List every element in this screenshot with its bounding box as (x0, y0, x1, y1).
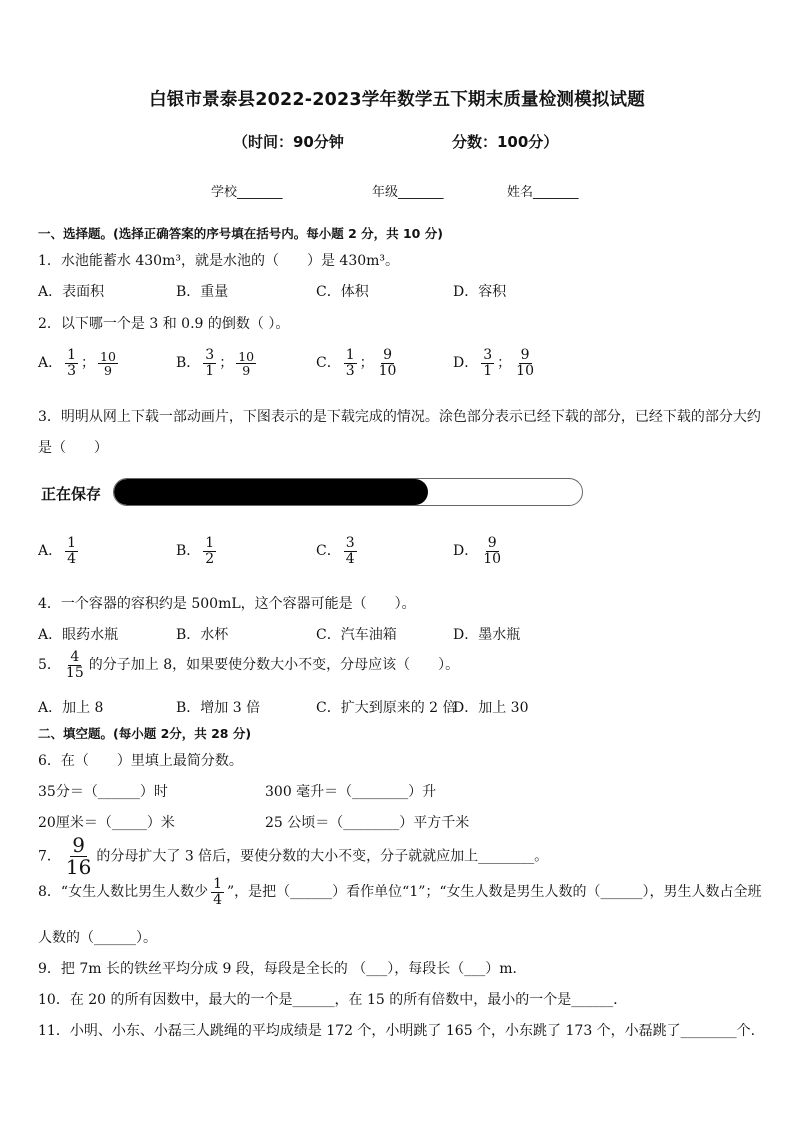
question-3-stem-line1: 3．明明从网上下载一部动画片，下图表示的是下载完成的情况。涂色部分表示已经下载的部分，已经下载的部分大约 (38, 409, 761, 425)
q1-option-a[interactable]: A．表面积 (38, 284, 105, 300)
q5-option-b[interactable]: B．增加 3 倍 (176, 700, 261, 716)
question-5-stem (38, 650, 459, 680)
fraction: $\frac{1}{4}$ (213, 876, 222, 908)
option-label: D． (453, 355, 479, 372)
question-number: 5． (38, 657, 61, 674)
q4-option-d[interactable]: D．墨水瓶 (453, 627, 521, 643)
exam-score: 分数：100分） (452, 133, 559, 151)
question-3-stem-line2: 是（ ） (38, 440, 108, 456)
question-text: ”，是把（______）看作单位“1”；“女生人数是男生人数的（______），男生人数占全班 (227, 884, 762, 901)
q4-option-c[interactable]: C．汽车油箱 (316, 627, 397, 643)
q2-option-b[interactable]: B． $\frac{3}{1}$ ； $\frac{10}{9}$ (176, 347, 255, 379)
option-label: D． (453, 543, 479, 560)
fraction: $\frac{9}{10}$ (516, 347, 534, 379)
question-7-stem (38, 835, 548, 878)
q2-option-a[interactable]: A． $\frac{1}{3}$ ； $\frac{10}{9}$ (38, 347, 116, 379)
question-2-stem: 2．以下哪一个是 3 和 0.9 的倒数（ ）。 (38, 316, 290, 332)
option-label: C． (316, 543, 341, 560)
option-label: A． (38, 543, 63, 560)
question-6-stem: 6．在（ ）里填上最简分数。 (38, 753, 243, 769)
q6-item-c[interactable]: 20厘米＝（_____）米 (38, 815, 175, 831)
fraction: $\frac{10}{9}$ (100, 348, 116, 378)
question-8-line2: 人数的（______）。 (38, 930, 157, 946)
progress-label: 正在保存 (41, 485, 102, 503)
question-number: 7． (38, 848, 61, 865)
question-text: 的分母扩大了 3 倍后，要使分数的大小不变，分子就就应加上________。 (96, 848, 549, 865)
question-4-stem: 4．一个容器的容积约是 500mL，这个容器可能是（ ）。 (38, 596, 416, 612)
fraction: $\frac{1}{3}$ (67, 347, 77, 379)
q4-option-b[interactable]: B．水杯 (176, 627, 229, 643)
option-label: B． (176, 355, 201, 372)
q5-option-a[interactable]: A．加上 8 (38, 700, 104, 716)
option-label: C． (316, 355, 341, 372)
question-text: 8．“女生人数比男生人数少 (38, 884, 209, 901)
fraction: $\frac{1}{2}$ (205, 535, 215, 567)
fraction: $\frac{9}{10}$ (378, 347, 397, 379)
q6-item-a[interactable]: 35分＝（______）时 (38, 784, 168, 800)
q2-option-d[interactable]: D． $\frac{3}{1}$ ； $\frac{9}{10}$ (453, 347, 534, 379)
download-progress-bar (113, 478, 583, 506)
fraction: $\frac{3}{1}$ (205, 347, 215, 379)
q6-item-b[interactable]: 300 毫升＝（________）升 (265, 784, 437, 800)
fraction: $\frac{3}{4}$ (345, 535, 355, 567)
exam-title: 白银市景泰县2022-2023学年数学五下期末质量检测模拟试题 (149, 90, 645, 110)
q3-option-a[interactable] (38, 536, 81, 566)
exam-time: （时间：90分钟 (233, 133, 344, 151)
question-1-stem: 1．水池能蓄水 430m³，就是水池的（ ）是 430m³。 (38, 253, 400, 269)
name-field[interactable]: 姓名_______ (507, 185, 579, 200)
section2-heading: 二、填空题。(每小题 2分，共 28 分) (38, 726, 252, 741)
fraction: $\frac{1}{3}$ (345, 347, 355, 379)
q1-option-c[interactable]: C．体积 (316, 284, 369, 300)
question-text: 的分子加上 8，如果要使分数大小不变，分母应该（ ）。 (88, 657, 460, 674)
q5-option-c[interactable]: C．扩大到原来的 2 倍 (316, 700, 457, 716)
q5-option-d[interactable]: D．加上 30 (453, 700, 529, 716)
question-8-stem (38, 877, 762, 907)
fraction: $\frac{3}{1}$ (483, 347, 493, 379)
fraction: $\frac{4}{15}$ (65, 649, 84, 681)
question-11: 11．小明、小东、小磊三人跳绳的平均成绩是 172 个，小明跳了 165 个，小东跳了 173 个，小磊跳了________个. (38, 1023, 756, 1039)
school-field[interactable]: 学校_______ (211, 185, 283, 200)
download-progress-fill (114, 479, 428, 505)
fraction: $\frac{1}{4}$ (67, 535, 77, 567)
fraction: $\frac{9}{16}$ (65, 833, 92, 879)
q3-option-c[interactable] (316, 536, 360, 566)
q4-option-a[interactable]: A．眼药水瓶 (38, 627, 119, 643)
q1-option-d[interactable]: D．容积 (453, 284, 507, 300)
q1-option-b[interactable]: B．重量 (176, 284, 229, 300)
fraction: $\frac{10}{9}$ (238, 348, 255, 378)
option-label: B． (176, 543, 201, 560)
grade-field[interactable]: 年级_______ (372, 185, 444, 200)
question-10: 10．在 20 的所有因数中，最大的一个是______，在 15 的所有倍数中，最小的一个是______． (38, 992, 628, 1008)
section1-heading: 一、选择题。(选择正确答案的序号填在括号内。每小题 2 分，共 10 分) (38, 226, 443, 241)
q3-option-b[interactable] (176, 536, 219, 566)
question-9: 9．把 7m 长的铁丝平均分成 9 段，每段是全长的 （___），每段长（___）m． (38, 961, 527, 977)
option-label: A． (38, 355, 63, 372)
fraction: $\frac{9}{10}$ (483, 535, 502, 567)
q6-item-d[interactable]: 25 公顷＝（________）平方千米 (265, 815, 470, 831)
q3-option-d[interactable] (453, 536, 506, 566)
q2-option-c[interactable]: C． $\frac{1}{3}$ ； $\frac{9}{10}$ (316, 347, 397, 379)
